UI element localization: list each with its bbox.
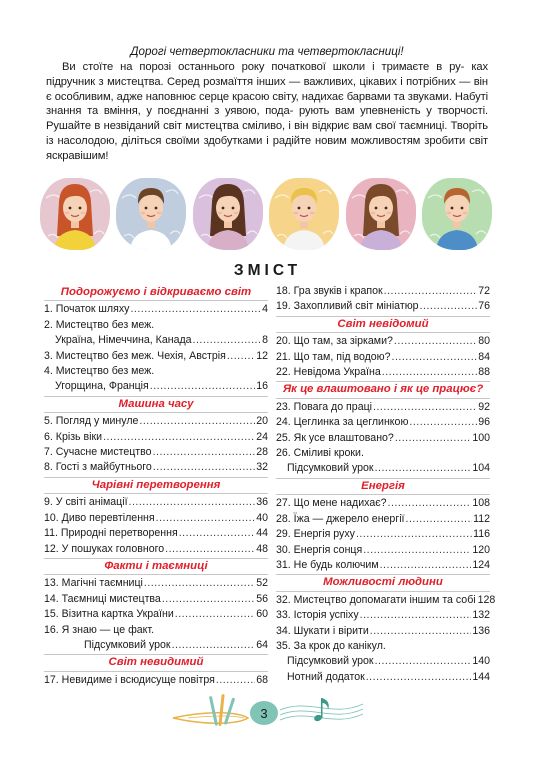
toc-page-number: 88 (478, 366, 490, 379)
dot-leader (103, 430, 255, 445)
toc-entry (276, 543, 490, 558)
toc-entry (44, 349, 268, 364)
toc-entry (44, 460, 268, 475)
dot-leader (153, 460, 255, 475)
dot-leader (363, 543, 471, 558)
toc-entry (44, 445, 268, 460)
toc-page-number: 44 (256, 527, 268, 540)
swoosh-icon (173, 713, 248, 724)
toc-entry (44, 333, 268, 348)
toc-entry-title: 3. Мистецтво без меж. Чехія, Австрія (44, 349, 226, 362)
toc-page-number: 60 (256, 608, 268, 621)
toc-section-heading: Світ невідомий (276, 316, 490, 333)
toc-entry (276, 299, 490, 314)
toc-entry-title: 13. Магічні таємниці (44, 577, 143, 590)
dot-leader (420, 299, 478, 314)
dot-leader (360, 608, 472, 623)
dot-leader (156, 511, 256, 526)
toc-entry (44, 495, 268, 510)
toc-entry-title: 12. У пошуках головного (44, 542, 165, 555)
dot-leader (162, 592, 255, 607)
toc-entry-title: 25. Як усе влаштовано? (276, 431, 394, 444)
toc-page-number: 52 (256, 577, 268, 590)
toc-entry (44, 638, 268, 653)
kid-1-portrait (40, 178, 110, 250)
intro-text (46, 60, 488, 164)
toc-entry-title: 14. Таємниці мистецтва (44, 592, 161, 605)
toc-entry-title: 15. Візитна картка України (44, 608, 174, 621)
greeting: Дорогі четвертокласники та четвертокласниці! (130, 45, 404, 58)
intro-line: барвами та звуками. Набуті знання та вміння, у поєднанні з уявою, пода- (46, 90, 488, 118)
toc-entry (44, 302, 268, 317)
dot-leader (130, 302, 261, 317)
toc-section-heading: Факти і таємниці (44, 558, 268, 575)
dot-leader (370, 624, 472, 639)
toc-entry-title: 26. Сміливі кроки. (276, 447, 364, 460)
intro-block (46, 44, 488, 164)
toc-section-heading: Енергія (276, 478, 490, 495)
toc-entry-title: Україна, Німеччина, Канада (55, 334, 192, 347)
toc-page-number: 116 (473, 528, 490, 541)
kid-5-portrait (346, 178, 416, 250)
toc-section-heading: Можливості людини (276, 574, 490, 591)
intro-line: сміливо, і він відкриє вам свої таємниці. Творіть із насолодою, діліться (46, 120, 488, 147)
intro-line: ках підручник з мистецтва. Серед розмаїття інших — важливих, цікавих і (46, 61, 488, 88)
toc-entry-title: Підсумковий урок (84, 638, 171, 651)
toc-section-heading: Подорожуємо і відкриваємо світ (44, 285, 268, 301)
dot-leader (366, 670, 472, 685)
toc-entry (44, 526, 268, 541)
intro-line: своїми здобутками і радійте новим можливостям зробити світ яскравішим! (46, 134, 488, 162)
toc-page-number: 72 (478, 285, 490, 297)
toc-entry (44, 430, 268, 445)
toc-entry-title: Підсумковий урок (287, 655, 374, 668)
toc-entry-title: Нотний додаток (287, 670, 365, 683)
toc-page-number: 80 (478, 335, 490, 348)
dot-leader (356, 527, 472, 542)
toc-section-heading: Чарівні перетворення (44, 477, 268, 494)
dot-leader (406, 512, 473, 527)
toc-entry-title: 35. За крок до канікул. (276, 639, 386, 652)
toc-entry-title: 32. Мистецтво допомагати іншим та собі (276, 593, 476, 606)
toc-entry-title: 2. Мистецтво без меж. (44, 318, 155, 331)
toc-entry (276, 365, 490, 380)
toc-entry (276, 415, 490, 430)
toc-page-number: 40 (256, 511, 268, 524)
toc-entry-title: 33. Історія успіху (276, 609, 359, 622)
toc-page-number: 48 (256, 542, 268, 555)
toc-page-number: 92 (478, 400, 490, 413)
toc-page-number: 56 (256, 592, 268, 605)
kid-2-portrait (116, 178, 186, 250)
dot-leader (375, 461, 472, 476)
toc-entry-title: 18. Гра звуків і крапок (276, 285, 383, 297)
toc-entry (276, 670, 490, 685)
toc-entry (276, 654, 490, 669)
toc-entry-title: 27. Що мене надихає? (276, 497, 387, 510)
toc-page-number: 4 (262, 303, 268, 316)
dot-leader (395, 431, 471, 446)
toc-entry (44, 379, 268, 394)
dot-leader (175, 607, 255, 622)
page-number: 3 (250, 701, 278, 725)
toc-page-number: 24 (256, 430, 268, 443)
intro-line: потрібних — він є особливим, адже наповнює серце красою світу, надихає (46, 75, 488, 103)
dot-leader (129, 495, 256, 510)
toc-entry-title: 16. Я знаю — це факт. (44, 623, 155, 636)
toc-entry-title: 6. Крізь віки (44, 430, 103, 443)
toc-page-number: 16 (256, 380, 268, 393)
toc-page-number: 32 (256, 461, 268, 474)
toc-entry (276, 496, 490, 511)
toc-entry (44, 542, 268, 557)
toc-entry-title: Угорщина, Франція (55, 380, 149, 393)
toc-page-number: 76 (478, 300, 490, 313)
toc-entry (276, 461, 490, 476)
toc-entry-title: 22. Невідома Україна (276, 366, 381, 379)
dot-leader (382, 365, 477, 380)
toc-entry-title: Підсумковий урок (287, 462, 374, 475)
toc-page-number: 128 (477, 593, 496, 606)
toc-entry-title: 21. Що там, під водою? (276, 350, 391, 363)
toc-entry-title: 7. Сучасне мистецтво (44, 446, 152, 459)
dot-leader (227, 349, 255, 364)
dot-leader (150, 379, 255, 394)
toc-page-number: 108 (472, 497, 490, 510)
toc-entry (276, 608, 490, 623)
toc-page-number: 120 (472, 543, 490, 556)
toc-page-number: 64 (256, 638, 268, 651)
toc-entry-title: 29. Енергія руху (276, 528, 355, 541)
toc-page-number: 104 (472, 462, 490, 475)
toc-page-number: 8 (262, 334, 268, 347)
toc-page-number: 136 (472, 624, 490, 637)
toc-page-number: 140 (472, 655, 490, 668)
toc-entry (44, 592, 268, 607)
toc-page-number: 36 (256, 496, 268, 509)
dot-leader (179, 526, 255, 541)
toc-left-column (44, 284, 268, 688)
toc-entry-title: 20. Що там, за зірками? (276, 335, 393, 348)
toc-page-number: 124 (472, 558, 490, 571)
intro-line: Ви стоїте на порозі останнього року початкової школи і тримаєте в ру- (62, 61, 465, 73)
toc-entry (276, 593, 496, 608)
toc-entry (276, 527, 490, 542)
kid-4-portrait (269, 178, 339, 250)
toc-entry-title: 30. Енергія сонця (276, 543, 363, 556)
dot-leader (375, 654, 472, 669)
dot-leader (193, 333, 262, 348)
toc-entry (276, 624, 490, 639)
toc-page-number: 68 (256, 673, 268, 686)
toc-page-number: 20 (256, 415, 268, 428)
intro-line: рують вам упевненість у творчості. Рушайте в незвіданий світ мистецтва (46, 105, 488, 133)
toc-entry-title: 23. Повага до праці (276, 400, 373, 413)
kid-3-portrait (193, 178, 263, 250)
toc-page-number: 112 (473, 512, 490, 525)
toc-entry-title: 28. Їжа — джерело енергії (276, 512, 405, 525)
toc-entry (276, 334, 490, 349)
toc-entry (44, 576, 268, 591)
dot-leader (139, 414, 255, 429)
toc-page-number: 28 (256, 446, 268, 459)
toc-entry (276, 284, 490, 299)
dot-leader (388, 496, 472, 511)
toc-entry (44, 414, 268, 429)
toc-entry-title: 5. Погляд у минуле (44, 415, 139, 428)
dot-leader (144, 576, 255, 591)
dot-leader (392, 350, 478, 365)
toc-entry-title: 4. Мистецтво без меж. (44, 365, 155, 378)
toc-entry (44, 511, 268, 526)
dot-leader (216, 673, 255, 688)
toc-page-number: 84 (478, 350, 490, 363)
toc-entry-title: 11. Природні перетворення (44, 527, 178, 540)
toc-entry-title: 1. Початок шляху (44, 303, 130, 316)
toc-entry-title: 9. У світі анімації (44, 496, 128, 509)
toc-page-number: 144 (472, 670, 490, 683)
brushes-icon (209, 694, 235, 726)
toc-entry-title: 31. Не будь колючим (276, 558, 379, 571)
toc-entry (276, 512, 490, 527)
dot-leader (394, 334, 477, 349)
dot-leader (165, 542, 255, 557)
toc-entry (276, 431, 490, 446)
toc-entry-title: 17. Невидиме і всюдисуще повітря (44, 673, 215, 686)
toc-entry (276, 400, 490, 415)
toc-entry-title: 10. Диво перевтілення (44, 511, 155, 524)
dot-leader (409, 415, 477, 430)
toc-section-heading: Машина часу (44, 396, 268, 413)
toc-entry (44, 607, 268, 622)
toc-entry-title: 19. Захопливий світ мініатюр (276, 300, 419, 313)
toc-entry-title: 8. Гості з майбутнього (44, 461, 152, 474)
dot-leader (380, 558, 472, 573)
toc-entry (44, 673, 268, 688)
toc-entry (276, 350, 490, 365)
dot-leader (384, 284, 478, 299)
toc-page-number: 12 (256, 349, 268, 362)
toc-right-column (276, 284, 496, 685)
dot-leader (153, 445, 256, 460)
toc-section-heading: Світ невидимий (44, 654, 268, 671)
toc-page-number: 100 (472, 431, 490, 444)
toc-entry-title: 24. Цеглинка за цеглинкою (276, 416, 409, 429)
toc-page-number: 132 (472, 609, 490, 622)
toc-page-number: 96 (478, 416, 490, 429)
toc-entry (276, 558, 490, 573)
kid-6-portrait (422, 178, 492, 250)
toc-entry-title: 34. Шукати і вірити (276, 624, 369, 637)
children-illustration (40, 178, 492, 250)
dot-leader (172, 638, 256, 653)
dot-leader (373, 400, 477, 415)
toc-title: ЗМІСТ (233, 262, 302, 279)
toc-section-heading: Як це влаштовано і як це працює? (276, 381, 490, 398)
